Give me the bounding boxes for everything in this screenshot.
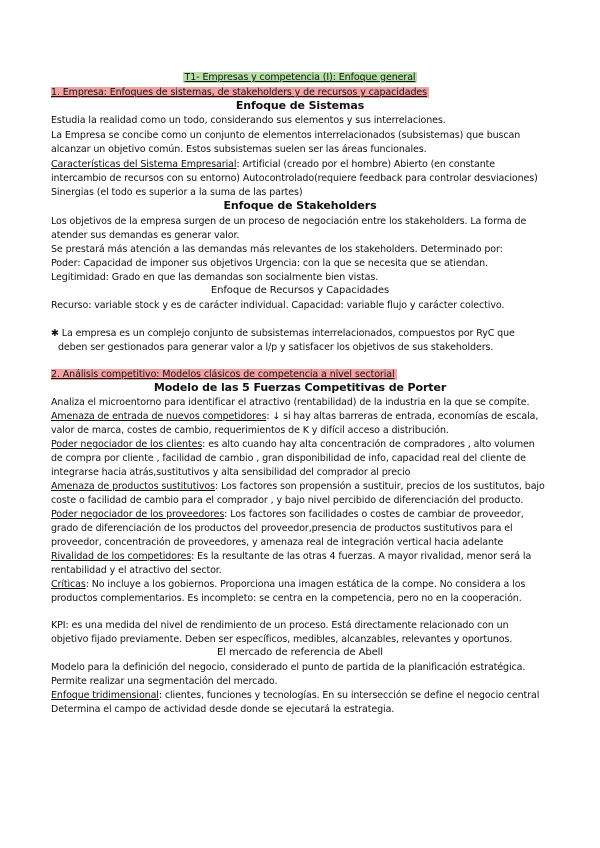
paragraph: Permite realizar una segmentación del mercado.: [51, 676, 278, 687]
paragraph: rentabilidad y el atractivo del sector.: [51, 565, 222, 576]
paragraph: Se prestará más atención a las demandas más relevantes de los stakeholders. Determinado por:: [51, 244, 503, 255]
poder-clientes-line: [51, 439, 535, 451]
rivalidad-label: Rivalidad de los competidores: [51, 551, 192, 562]
paragraph: objetivo fijado previamente. Deben ser específicos, medibles, alcanzables, relevantes y oportunos.: [51, 634, 513, 645]
enfoque-tridimensional-text: : clientes, funciones y tecnologías. En su intersección se define el negocio central: [158, 690, 540, 701]
paragraph: valor de marca, costes de cambio, requerimientos de K y difícil acceso a distribución.: [51, 425, 449, 436]
paragraph: coste o facilidad de cambio para el comprador , y bajo nivel percibido de diferenciación del producto.: [51, 495, 524, 506]
stakeholders-title: Enfoque de Stakeholders: [223, 199, 377, 212]
paragraph: de compra por cliente , facilidad de cambio , gran disponibilidad de info, capacidad real del cliente de: [51, 453, 526, 464]
criticas-text: : No incluye a los gobiernos. Proporciona una imagen estática de la compe. No considera a los: [85, 579, 526, 590]
amenaza-sustitutivos-text: : Los factores son propensión a sustituir, precios de los sustitutos, bajo: [214, 481, 545, 492]
paragraph: intercambio de recursos con su entorno) Autocontrolado(requiere feedback para controlar desviaciones): [51, 173, 538, 184]
poder-clientes-text: : es alto cuando hay alta concentración de compradores , alto volumen: [202, 439, 535, 450]
porter-title: Modelo de las 5 Fuerzas Competitivas de Porter: [153, 381, 447, 394]
paragraph: La Empresa se concibe como un conjunto de elementos interrelacionados (subsistemas) que buscan: [51, 130, 521, 141]
rivalidad-line: [51, 551, 531, 563]
poder-proveedores-line: [51, 509, 524, 521]
caracteristicas-label: Características del Sistema Empresarial: [51, 159, 237, 170]
amenaza-entrada-label: Amenaza de entrada de nuevos competidores: [51, 411, 267, 422]
document-title: [0, 72, 600, 84]
caracteristicas-text: : Artificial (creado por el hombre) Abierto (en constante: [236, 159, 496, 170]
paragraph: deben ser gestionados para generar valor a l/p y satisfacer los objetivos de sus stakeholders.: [58, 342, 494, 353]
amenaza-entrada-text: : ↓ si hay altas barreras de entrada, economías de escala,: [266, 411, 539, 422]
poder-proveedores-text: : Los factores son facilidades o costes de cambiar de proveedor,: [224, 509, 524, 520]
sistemas-title: Enfoque de Sistemas: [235, 99, 365, 112]
summary-text: La empresa es un complejo conjunto de subsistemas interrelacionados, compuestos por RyC que: [61, 328, 515, 339]
paragraph: grado de diferenciación de los productos del proveedor,presencia de productos sustitutivos para el: [51, 523, 513, 534]
criticas-label: Críticas: [51, 579, 86, 590]
section1-heading: [51, 87, 429, 99]
paragraph: Legitimidad: Grado en que las demandas son socialmente bien vistas.: [51, 272, 379, 283]
recursos-title: Enfoque de Recursos y Capacidades: [210, 285, 390, 296]
paragraph: Determina el campo de actividad desde donde se ejecutará la estrategia.: [51, 704, 395, 715]
paragraph: integrarse hacia atrás,sustitutivos y alta sensibilidad del comprador al precio: [51, 467, 411, 478]
caracteristicas-line: [51, 159, 495, 171]
enfoque-tridimensional-line: [51, 690, 539, 702]
amenaza-sustitutivos-line: [51, 481, 545, 493]
abell-title: El mercado de referencia de Abell: [217, 647, 383, 658]
section2-heading-text: 2. Análisis competitivo: Modelos clásicos de competencia a nivel sectorial: [51, 369, 395, 380]
enfoque-tridimensional-label: Enfoque tridimensional: [51, 690, 159, 701]
paragraph: KPI: es una medida del nivel de rendimiento de un proceso. Está directamente relacionado con un: [51, 620, 509, 631]
paragraph: Sinergias (el todo es superior a la suma de las partes): [51, 187, 303, 198]
paragraph: atender sus demandas es generar valor.: [51, 230, 240, 241]
paragraph: Poder: Capacidad de imponer sus objetivos Urgencia: con la que se necesita que se atiendan.: [51, 258, 489, 269]
paragraph: Los objetivos de la empresa surgen de un proceso de negociación entre los stakeholders. La forma de: [51, 216, 527, 227]
title-text: T1- Empresas y competencia (I): Enfoque general: [184, 72, 416, 83]
paragraph: Modelo para la definición del negocio, considerado el punto de partida de la planificación estratégica.: [51, 662, 526, 673]
paragraph: Recurso: variable stock y es de carácter individual. Capacidad: variable flujo y carácter colectivo.: [51, 300, 505, 311]
paragraph: Estudia la realidad como un todo, considerando sus elementos y sus interrelaciones.: [51, 115, 446, 126]
amenaza-sustitutivos-label: Amenaza de productos sustitutivos: [51, 481, 215, 492]
poder-clientes-label: Poder negociador de los clientes: [51, 439, 203, 450]
paragraph: Analiza el microentorno para identificar el atractivo (rentabilidad) de la industria en la que se compite.: [51, 397, 530, 408]
amenaza-entrada-line: [51, 411, 538, 423]
paragraph: alcanzar un objetivo común. Estos subsistemas suelen ser las áreas funcionales.: [51, 144, 427, 155]
asterisk-icon: ✱: [51, 328, 59, 339]
section1-heading-text: 1. Empresa: Enfoques de sistemas, de stakeholders y de recursos y capacidades: [51, 87, 427, 98]
paragraph: proveedor, concentración de proveedores, y amenaza real de integración vertical hacia adelante: [51, 537, 504, 548]
criticas-line: [51, 579, 525, 591]
section2-heading: [51, 369, 397, 381]
rivalidad-text: : Es la resultante de las otras 4 fuerzas. A mayor rivalidad, menor será la: [191, 551, 532, 562]
paragraph: productos complementarios. Es incompleto: se centra en la competencia, pero no en la cooperación.: [51, 593, 522, 604]
summary-line: [51, 328, 515, 340]
poder-proveedores-label: Poder negociador de los proveedores: [51, 509, 225, 520]
